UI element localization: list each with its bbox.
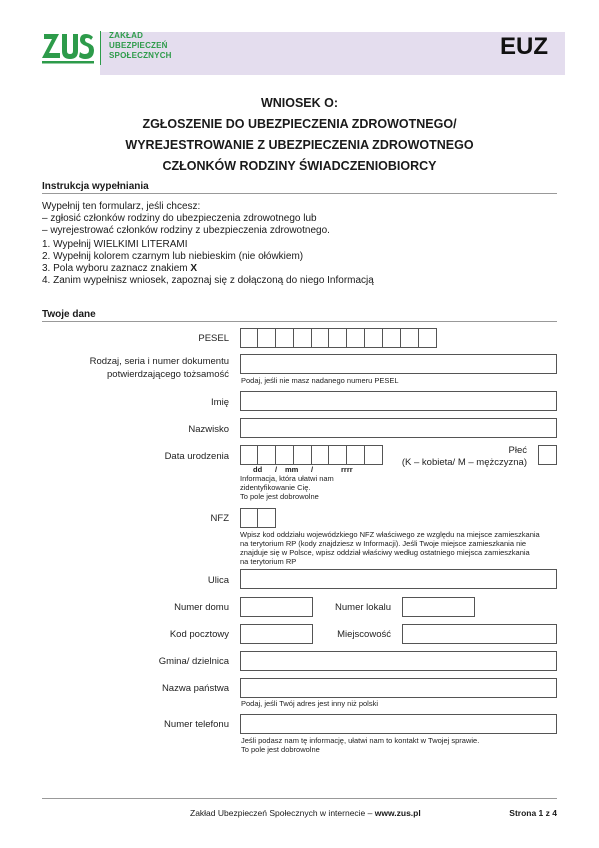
birth-note-line-1: Informacja, która ułatwi nam [240, 474, 334, 483]
pesel-cell[interactable] [401, 328, 419, 348]
nfz-cell[interactable] [240, 508, 258, 528]
pesel-cell[interactable] [383, 328, 401, 348]
apartment-number-label: Numer lokalu [335, 602, 391, 613]
step-3-mark: X [190, 263, 198, 274]
document-note: Podaj, jeśli nie masz nadanego numeru PESEL [241, 376, 399, 385]
your-data-rule [42, 321, 557, 322]
house-number-label: Numer domu [174, 602, 229, 613]
house-number-field[interactable] [240, 597, 313, 617]
footer-rule [42, 798, 557, 799]
birth-date-label: Data urodzenia [164, 451, 229, 462]
logo-line-3: SPOŁECZNYCH [109, 51, 172, 60]
instructions-intro [42, 201, 330, 237]
country-label: Nazwa państwa [161, 683, 229, 694]
sex-hint: (K – kobieta/ M – mężczyzna) [401, 457, 527, 468]
nfz-cell[interactable] [258, 508, 276, 528]
street-label: Ulica [207, 575, 229, 586]
title-line-4: CZŁONKÓW RODZINY ŚWIADCZENIOBIORCY [162, 159, 437, 173]
nfz-note-line-2: na terytorium RP (kody znajdziesz w Informacji). Jeśli Twoje miejsce zamieszkania nie [240, 539, 527, 548]
phone-note [241, 736, 479, 754]
form-title [0, 93, 599, 177]
nfz-note-line-1: Wpisz kod oddziału wojewódzkiego NFZ właściwego ze względu na miejsce zamieszkania [240, 530, 540, 539]
title-line-1: WNIOSEK O: [260, 96, 339, 110]
instructions-rule [42, 193, 557, 194]
pesel-cell[interactable] [312, 328, 330, 348]
sex-label-block [402, 445, 527, 469]
phone-note-line-2: To pole jest dobrowolne [241, 745, 320, 754]
intro-bullet-2: – wyrejestrować członków rodziny z ubezpieczenia zdrowotnego. [42, 225, 330, 236]
phone-field[interactable] [240, 714, 557, 734]
birth-date-input[interactable] [240, 445, 383, 465]
your-data-heading: Twoje dane [42, 309, 96, 320]
birth-date-cell[interactable] [365, 445, 383, 465]
logo-line-1: ZAKŁAD [109, 31, 144, 40]
last-name-label: Nazwisko [188, 424, 229, 435]
document-label [90, 355, 229, 381]
country-note: Podaj, jeśli Twój adres jest inny niż polski [241, 699, 379, 708]
document-label-line-2: potwierdzającego tożsamość [107, 369, 229, 380]
phone-note-line-1: Jeśli podasz nam tę informację, ułatwi nam to kontakt w Twojej sprawie. [241, 736, 480, 745]
footer-text [190, 808, 421, 818]
birth-note-line-3: To pole jest dobrowolne [240, 492, 319, 501]
commune-label: Gmina/ dzielnica [158, 656, 229, 667]
instructions-steps [42, 239, 374, 287]
title-line-2: ZGŁOSZENIE DO UBEZPIECZENIA ZDROWOTNEGO/ [142, 117, 457, 131]
pesel-input[interactable] [240, 328, 437, 348]
intro-text: Wypełnij ten formularz, jeśli chcesz: [42, 201, 201, 212]
step-2: 2. Wypełnij kolorem czarnym lub niebieskim (nie ołówkiem) [42, 251, 304, 262]
pesel-cell[interactable] [419, 328, 437, 348]
birth-date-cell[interactable] [294, 445, 312, 465]
sex-field[interactable] [538, 445, 557, 465]
title-line-3: WYREJESTROWANIE Z UBEZPIECZENIA ZDROWOTNEGO [125, 138, 474, 152]
birth-sep-2: / [311, 465, 314, 474]
document-field[interactable] [240, 354, 557, 374]
street-field[interactable] [240, 569, 557, 589]
form-code: EUZ [500, 33, 548, 60]
step-3-text: 3. Pola wyboru zaznacz znakiem [42, 263, 191, 274]
nfz-label: NFZ [210, 513, 229, 524]
nfz-input[interactable] [240, 508, 276, 528]
footer-label: Zakład Ubezpieczeń Społecznych w internecie – [190, 808, 375, 818]
logo-line-2: UBEZPIECZEŃ [109, 41, 168, 50]
country-field[interactable] [240, 678, 557, 698]
city-field[interactable] [402, 624, 557, 644]
birth-mm-hint: mm [285, 465, 299, 474]
pesel-cell[interactable] [240, 328, 258, 348]
birth-date-cell[interactable] [276, 445, 294, 465]
logo-divider [100, 31, 101, 65]
pesel-label: PESEL [198, 333, 229, 344]
pesel-cell[interactable] [347, 328, 365, 348]
instructions-heading: Instrukcja wypełniania [42, 181, 149, 192]
pesel-cell[interactable] [258, 328, 276, 348]
commune-field[interactable] [240, 651, 557, 671]
step-3 [42, 263, 374, 275]
last-name-field[interactable] [240, 418, 557, 438]
sex-label: Płeć [508, 445, 527, 456]
step-4: 4. Zanim wypełnisz wniosek, zapoznaj się z dołączoną do niego Informacją [42, 275, 374, 286]
footer-link[interactable]: www.zus.pl [374, 808, 421, 818]
birth-sep-1: / [275, 465, 278, 474]
apartment-number-field[interactable] [402, 597, 475, 617]
pesel-cell[interactable] [294, 328, 312, 348]
first-name-field[interactable] [240, 391, 557, 411]
birth-date-cell[interactable] [258, 445, 276, 465]
birth-note [240, 474, 334, 501]
pesel-cell[interactable] [329, 328, 347, 348]
step-1: 1. Wypełnij WIELKIMI LITERAMI [42, 239, 188, 250]
nfz-note-line-4: na terytorium RP [240, 557, 297, 566]
intro-bullet-1: – zgłosić członków rodziny do ubezpieczenia zdrowotnego lub [42, 213, 317, 224]
document-label-line-1: Rodzaj, seria i numer dokumentu [89, 356, 229, 367]
birth-date-cell[interactable] [347, 445, 365, 465]
birth-date-cell[interactable] [329, 445, 347, 465]
zus-logo-icon [42, 31, 94, 65]
birth-dd-hint: dd [253, 465, 263, 474]
birth-date-cell[interactable] [312, 445, 330, 465]
page-number: Strona 1 z 4 [509, 808, 557, 818]
city-label: Miejscowość [337, 629, 391, 640]
nfz-note [240, 530, 560, 566]
birth-note-line-2: zidentyfikowanie Cię. [240, 483, 311, 492]
nfz-note-line-3: znajduje się w Polsce, wpisz oddział właściwy według ostatniego miejsca zamieszkania [240, 548, 530, 557]
birth-date-cell[interactable] [240, 445, 258, 465]
birth-yyyy-hint: rrrr [341, 465, 353, 474]
pesel-cell[interactable] [276, 328, 294, 348]
postal-code-label: Kod pocztowy [169, 629, 229, 640]
first-name-label: Imię [211, 397, 229, 408]
pesel-cell[interactable] [365, 328, 383, 348]
phone-label: Numer telefonu [164, 719, 229, 730]
postal-code-field[interactable] [240, 624, 313, 644]
logo-text [109, 31, 172, 61]
